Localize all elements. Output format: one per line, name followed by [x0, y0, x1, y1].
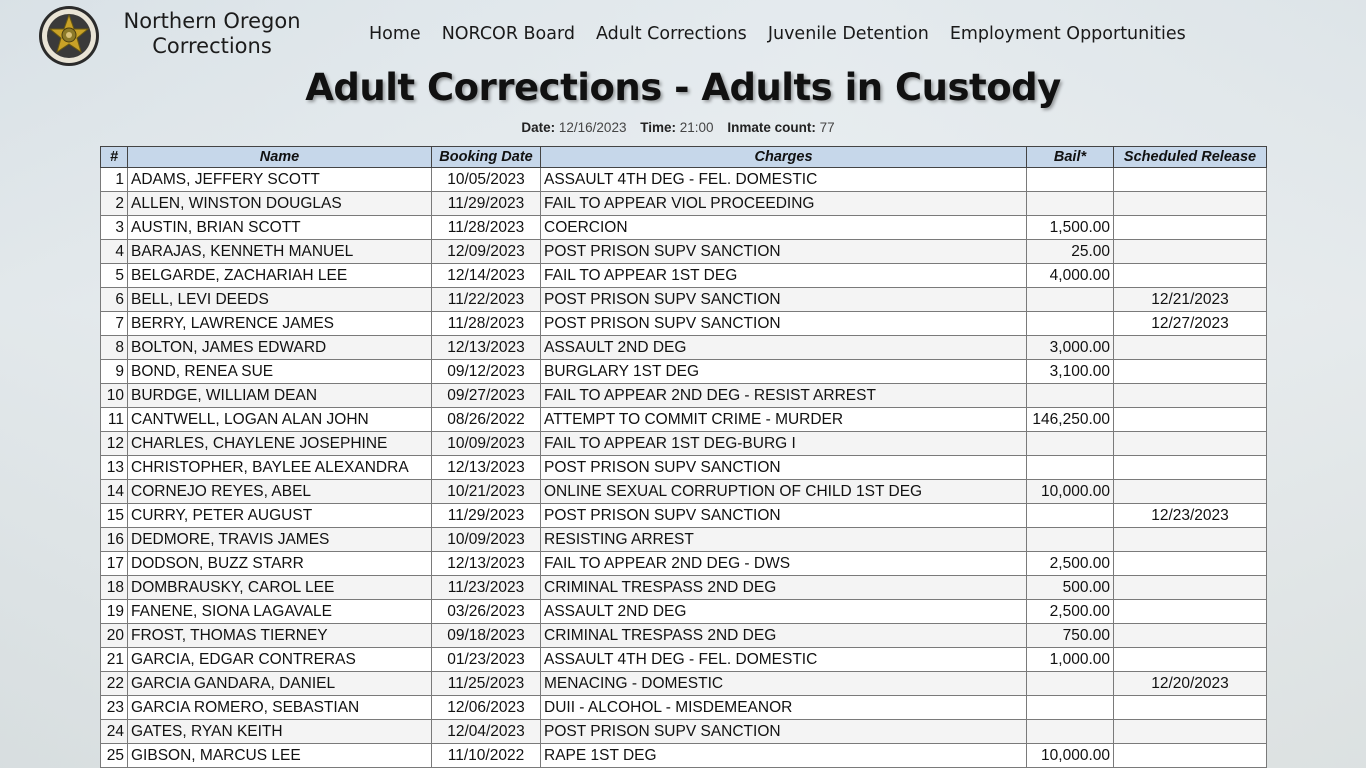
inmate-name-cell: BURDGE, WILLIAM DEAN — [128, 384, 432, 408]
table-row — [101, 672, 1267, 696]
booking-date-cell: 09/18/2023 — [432, 624, 541, 648]
scheduled-release-cell — [1114, 240, 1267, 264]
charges-cell: FAIL TO APPEAR 1ST DEG — [541, 264, 1027, 288]
scheduled-release-cell — [1114, 528, 1267, 552]
scheduled-release-cell — [1114, 192, 1267, 216]
charges-cell: CRIMINAL TRESPASS 2ND DEG — [541, 576, 1027, 600]
row-number-cell: 6 — [101, 288, 128, 312]
inmate-name-cell: BELGARDE, ZACHARIAH LEE — [128, 264, 432, 288]
booking-date-cell: 03/26/2023 — [432, 600, 541, 624]
column-header-charges: Charges — [541, 147, 1027, 168]
inmate-name-cell: DOMBRAUSKY, CAROL LEE — [128, 576, 432, 600]
booking-date-cell: 10/09/2023 — [432, 528, 541, 552]
charges-cell: ASSAULT 2ND DEG — [541, 336, 1027, 360]
charges-cell: COERCION — [541, 216, 1027, 240]
bail-amount-cell — [1027, 384, 1114, 408]
inmate-name-cell: GARCIA ROMERO, SEBASTIAN — [128, 696, 432, 720]
inmate-name-cell: BERRY, LAWRENCE JAMES — [128, 312, 432, 336]
scheduled-release-cell — [1114, 648, 1267, 672]
row-number-cell: 16 — [101, 528, 128, 552]
nav-employment-opportunities[interactable]: Employment Opportunities — [949, 24, 1186, 44]
scheduled-release-cell — [1114, 744, 1267, 768]
scheduled-release-cell — [1114, 432, 1267, 456]
table-row — [101, 624, 1267, 648]
column-header-number: # — [101, 147, 128, 168]
bail-amount-cell — [1027, 672, 1114, 696]
inmate-name-cell: FROST, THOMAS TIERNEY — [128, 624, 432, 648]
inmate-name-cell: DODSON, BUZZ STARR — [128, 552, 432, 576]
scheduled-release-cell — [1114, 360, 1267, 384]
scheduled-release-cell: 12/20/2023 — [1114, 672, 1267, 696]
inmate-name-cell: BOLTON, JAMES EDWARD — [128, 336, 432, 360]
charges-cell: POST PRISON SUPV SANCTION — [541, 288, 1027, 312]
bail-amount-cell: 4,000.00 — [1027, 264, 1114, 288]
booking-date-cell: 11/28/2023 — [432, 216, 541, 240]
brand-name[interactable] — [107, 9, 317, 59]
row-number-cell: 23 — [101, 696, 128, 720]
bail-amount-cell: 750.00 — [1027, 624, 1114, 648]
inmate-name-cell: CANTWELL, LOGAN ALAN JOHN — [128, 408, 432, 432]
inmate-name-cell: CURRY, PETER AUGUST — [128, 504, 432, 528]
table-row — [101, 720, 1267, 744]
inmate-name-cell: DEDMORE, TRAVIS JAMES — [128, 528, 432, 552]
bail-amount-cell — [1027, 192, 1114, 216]
table-row — [101, 480, 1267, 504]
custody-table — [100, 146, 1267, 768]
table-row — [101, 240, 1267, 264]
table-row — [101, 456, 1267, 480]
booking-date-cell: 11/23/2023 — [432, 576, 541, 600]
bail-amount-cell — [1027, 456, 1114, 480]
scheduled-release-cell — [1114, 384, 1267, 408]
table-row — [101, 384, 1267, 408]
scheduled-release-cell — [1114, 168, 1267, 192]
booking-date-cell: 12/13/2023 — [432, 552, 541, 576]
inmate-name-cell: AUSTIN, BRIAN SCOTT — [128, 216, 432, 240]
row-number-cell: 21 — [101, 648, 128, 672]
custody-table-container — [100, 146, 1266, 768]
booking-date-cell: 08/26/2022 — [432, 408, 541, 432]
booking-date-cell: 10/09/2023 — [432, 432, 541, 456]
table-header-row — [101, 147, 1267, 168]
bail-amount-cell — [1027, 528, 1114, 552]
column-header-booking-date: Booking Date — [432, 147, 541, 168]
table-row — [101, 504, 1267, 528]
table-row — [101, 432, 1267, 456]
inmate-name-cell: FANENE, SIONA LAGAVALE — [128, 600, 432, 624]
scheduled-release-cell: 12/27/2023 — [1114, 312, 1267, 336]
date-label: Date: — [521, 120, 556, 135]
nav-juvenile-detention[interactable]: Juvenile Detention — [767, 24, 929, 44]
column-header-bail: Bail* — [1027, 147, 1114, 168]
table-row — [101, 696, 1267, 720]
booking-date-cell: 10/05/2023 — [432, 168, 541, 192]
charges-cell: POST PRISON SUPV SANCTION — [541, 720, 1027, 744]
nav-home[interactable]: Home — [369, 24, 421, 44]
bail-amount-cell: 146,250.00 — [1027, 408, 1114, 432]
scheduled-release-cell — [1114, 552, 1267, 576]
booking-date-cell: 12/09/2023 — [432, 240, 541, 264]
inmate-count-label: Inmate count: — [727, 120, 816, 135]
inmate-name-cell: ADAMS, JEFFERY SCOTT — [128, 168, 432, 192]
booking-date-cell: 10/21/2023 — [432, 480, 541, 504]
brand-line-1: Northern Oregon — [123, 9, 301, 33]
table-row — [101, 168, 1267, 192]
scheduled-release-cell — [1114, 216, 1267, 240]
table-row — [101, 576, 1267, 600]
booking-date-cell: 12/13/2023 — [432, 456, 541, 480]
bail-amount-cell — [1027, 720, 1114, 744]
inmate-name-cell: GARCIA, EDGAR CONTRERAS — [128, 648, 432, 672]
bail-amount-cell: 2,500.00 — [1027, 600, 1114, 624]
table-body — [101, 168, 1267, 768]
bail-amount-cell — [1027, 696, 1114, 720]
bail-amount-cell — [1027, 312, 1114, 336]
charges-cell: FAIL TO APPEAR 2ND DEG - RESIST ARREST — [541, 384, 1027, 408]
scheduled-release-cell: 12/23/2023 — [1114, 504, 1267, 528]
charges-cell: ONLINE SEXUAL CORRUPTION OF CHILD 1ST DEG — [541, 480, 1027, 504]
table-row — [101, 600, 1267, 624]
bail-amount-cell: 1,000.00 — [1027, 648, 1114, 672]
table-row — [101, 648, 1267, 672]
row-number-cell: 19 — [101, 600, 128, 624]
bail-amount-cell: 3,100.00 — [1027, 360, 1114, 384]
booking-date-cell: 12/13/2023 — [432, 336, 541, 360]
booking-date-cell: 11/28/2023 — [432, 312, 541, 336]
inmate-name-cell: CHRISTOPHER, BAYLEE ALEXANDRA — [128, 456, 432, 480]
bail-amount-cell — [1027, 168, 1114, 192]
charges-cell: POST PRISON SUPV SANCTION — [541, 504, 1027, 528]
scheduled-release-cell: 12/21/2023 — [1114, 288, 1267, 312]
row-number-cell: 17 — [101, 552, 128, 576]
table-row — [101, 336, 1267, 360]
booking-date-cell: 11/10/2022 — [432, 744, 541, 768]
row-number-cell: 15 — [101, 504, 128, 528]
site-header — [0, 0, 1366, 70]
booking-date-cell: 12/14/2023 — [432, 264, 541, 288]
charges-cell: RAPE 1ST DEG — [541, 744, 1027, 768]
charges-cell: BURGLARY 1ST DEG — [541, 360, 1027, 384]
table-row — [101, 288, 1267, 312]
charges-cell: ASSAULT 2ND DEG — [541, 600, 1027, 624]
date-value: 12/16/2023 — [558, 120, 627, 135]
table-row — [101, 528, 1267, 552]
brand-line-2: Corrections — [152, 34, 272, 58]
row-number-cell: 4 — [101, 240, 128, 264]
row-number-cell: 22 — [101, 672, 128, 696]
row-number-cell: 24 — [101, 720, 128, 744]
charges-cell: FAIL TO APPEAR 2ND DEG - DWS — [541, 552, 1027, 576]
row-number-cell: 1 — [101, 168, 128, 192]
column-header-name: Name — [128, 147, 432, 168]
booking-date-cell: 09/12/2023 — [432, 360, 541, 384]
page-title: Adult Corrections - Adults in Custody — [305, 66, 1061, 109]
booking-date-cell: 11/25/2023 — [432, 672, 541, 696]
row-number-cell: 10 — [101, 384, 128, 408]
scheduled-release-cell — [1114, 336, 1267, 360]
bail-amount-cell: 1,500.00 — [1027, 216, 1114, 240]
bail-amount-cell — [1027, 288, 1114, 312]
booking-date-cell: 11/29/2023 — [432, 504, 541, 528]
bail-amount-cell: 2,500.00 — [1027, 552, 1114, 576]
nav-adult-corrections[interactable]: Adult Corrections — [596, 24, 747, 44]
bail-amount-cell: 25.00 — [1027, 240, 1114, 264]
table-row — [101, 312, 1267, 336]
bail-amount-cell: 10,000.00 — [1027, 480, 1114, 504]
row-number-cell: 25 — [101, 744, 128, 768]
row-number-cell: 9 — [101, 360, 128, 384]
bail-amount-cell: 3,000.00 — [1027, 336, 1114, 360]
time-value: 21:00 — [679, 120, 714, 135]
time-label: Time: — [640, 120, 676, 135]
charges-cell: FAIL TO APPEAR 1ST DEG-BURG I — [541, 432, 1027, 456]
charges-cell: POST PRISON SUPV SANCTION — [541, 456, 1027, 480]
charges-cell: ATTEMPT TO COMMIT CRIME - MURDER — [541, 408, 1027, 432]
inmate-name-cell: GIBSON, MARCUS LEE — [128, 744, 432, 768]
row-number-cell: 5 — [101, 264, 128, 288]
sheriff-star-badge-icon[interactable] — [36, 5, 102, 67]
charges-cell: POST PRISON SUPV SANCTION — [541, 240, 1027, 264]
table-row — [101, 408, 1267, 432]
booking-date-cell: 11/22/2023 — [432, 288, 541, 312]
inmate-name-cell: ALLEN, WINSTON DOUGLAS — [128, 192, 432, 216]
table-row — [101, 216, 1267, 240]
scheduled-release-cell — [1114, 576, 1267, 600]
table-row — [101, 192, 1267, 216]
main-nav — [369, 24, 1207, 44]
column-header-scheduled-release: Scheduled Release — [1114, 147, 1267, 168]
scheduled-release-cell — [1114, 480, 1267, 504]
charges-cell: ASSAULT 4TH DEG - FEL. DOMESTIC — [541, 168, 1027, 192]
row-number-cell: 20 — [101, 624, 128, 648]
charges-cell: DUII - ALCOHOL - MISDEMEANOR — [541, 696, 1027, 720]
bail-amount-cell: 500.00 — [1027, 576, 1114, 600]
charges-cell: CRIMINAL TRESPASS 2ND DEG — [541, 624, 1027, 648]
scheduled-release-cell — [1114, 696, 1267, 720]
scheduled-release-cell — [1114, 408, 1267, 432]
charges-cell: MENACING - DOMESTIC — [541, 672, 1027, 696]
inmate-count-value: 77 — [819, 120, 835, 135]
scheduled-release-cell — [1114, 456, 1267, 480]
booking-date-cell: 12/04/2023 — [432, 720, 541, 744]
table-row — [101, 360, 1267, 384]
table-row — [101, 744, 1267, 768]
row-number-cell: 7 — [101, 312, 128, 336]
booking-date-cell: 12/06/2023 — [432, 696, 541, 720]
inmate-name-cell: BELL, LEVI DEEDS — [128, 288, 432, 312]
inmate-name-cell: CORNEJO REYES, ABEL — [128, 480, 432, 504]
booking-date-cell: 11/29/2023 — [432, 192, 541, 216]
booking-date-cell: 09/27/2023 — [432, 384, 541, 408]
charges-cell: RESISTING ARREST — [541, 528, 1027, 552]
charges-cell: FAIL TO APPEAR VIOL PROCEEDING — [541, 192, 1027, 216]
scheduled-release-cell — [1114, 720, 1267, 744]
row-number-cell: 12 — [101, 432, 128, 456]
inmate-name-cell: CHARLES, CHAYLENE JOSEPHINE — [128, 432, 432, 456]
row-number-cell: 2 — [101, 192, 128, 216]
charges-cell: POST PRISON SUPV SANCTION — [541, 312, 1027, 336]
table-row — [101, 264, 1267, 288]
row-number-cell: 11 — [101, 408, 128, 432]
inmate-name-cell: GARCIA GANDARA, DANIEL — [128, 672, 432, 696]
booking-date-cell: 01/23/2023 — [432, 648, 541, 672]
bail-amount-cell — [1027, 504, 1114, 528]
scheduled-release-cell — [1114, 264, 1267, 288]
nav-norcor-board[interactable]: NORCOR Board — [441, 24, 575, 44]
inmate-name-cell: GATES, RYAN KEITH — [128, 720, 432, 744]
row-number-cell: 13 — [101, 456, 128, 480]
row-number-cell: 14 — [101, 480, 128, 504]
bail-amount-cell — [1027, 432, 1114, 456]
scheduled-release-cell — [1114, 600, 1267, 624]
scheduled-release-cell — [1114, 624, 1267, 648]
row-number-cell: 8 — [101, 336, 128, 360]
inmate-name-cell: BARAJAS, KENNETH MANUEL — [128, 240, 432, 264]
bail-amount-cell: 10,000.00 — [1027, 744, 1114, 768]
charges-cell: ASSAULT 4TH DEG - FEL. DOMESTIC — [541, 648, 1027, 672]
table-row — [101, 552, 1267, 576]
roster-meta — [0, 120, 1366, 135]
row-number-cell: 3 — [101, 216, 128, 240]
inmate-name-cell: BOND, RENEA SUE — [128, 360, 432, 384]
row-number-cell: 18 — [101, 576, 128, 600]
